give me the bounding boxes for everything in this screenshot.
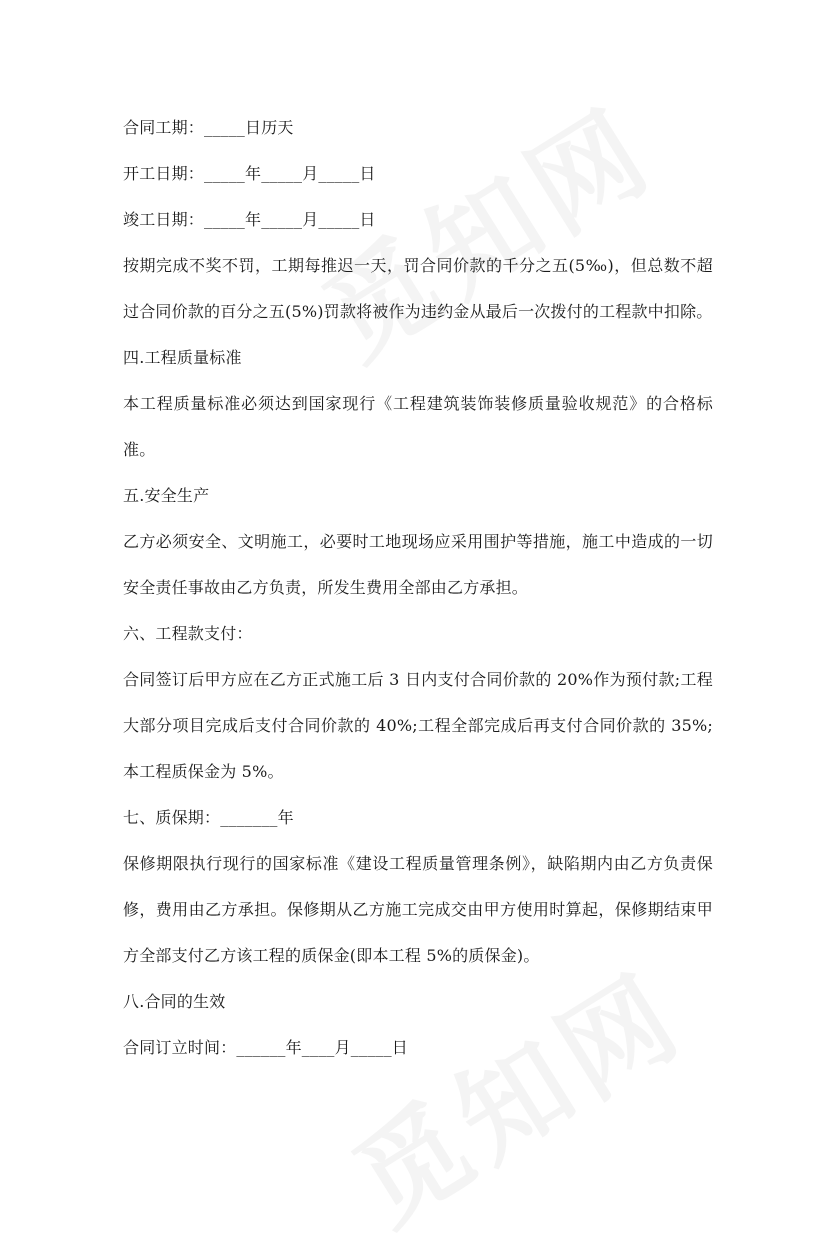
- contract-duration-line: 合同工期：_____日历天: [123, 118, 294, 137]
- section-heading-safety: 五.安全生产: [123, 486, 210, 505]
- section-body-safety: 乙方必须安全、文明施工，必要时工地现场应采用围护等措施，施工中造成的一切安全责任事故由乙方负责，所发生费用全部由乙方承担。: [123, 532, 713, 597]
- document-body: [123, 105, 713, 1071]
- section-heading-effectiveness: 八.合同的生效: [123, 992, 226, 1011]
- sign-time-line: 合同订立时间：______年____月_____日: [123, 1038, 409, 1057]
- completion-date-line: 竣工日期：_____年_____月_____日: [123, 210, 376, 229]
- start-date-line: 开工日期：_____年_____月_____日: [123, 164, 376, 183]
- section-heading-warranty: 七、质保期：_______年: [123, 808, 294, 827]
- section-heading-quality: 四.工程质量标准: [123, 348, 242, 367]
- section-body-quality: 本工程质量标准必须达到国家现行《工程建筑装饰装修质量验收规范》的合格标准。: [123, 394, 713, 459]
- section-body-payment: 合同签订后甲方应在乙方正式施工后 3 日内支付合同价款的 20%作为预付款;工程大部分项目完成后支付合同价款的 40%;工程全部完成后再支付合同价款的 35%;本工程质保金为 5%。: [123, 670, 713, 781]
- penalty-paragraph: 按期完成不奖不罚，工期每推迟一天，罚合同价款的千分之五(5‰)，但总数不超过合同价款的百分之五(5%)罚款将被作为违约金从最后一次拨付的工程款中扣除。: [123, 256, 713, 321]
- section-body-warranty: 保修期限执行现行的国家标准《建设工程质量管理条例》，缺陷期内由乙方负责保修，费用由乙方承担。保修期从乙方施工完成交由甲方使用时算起，保修期结束甲方全部支付乙方该工程的质保金(即本工程 5%的质保金)。: [123, 854, 713, 965]
- section-heading-payment: 六、工程款支付：: [123, 624, 253, 643]
